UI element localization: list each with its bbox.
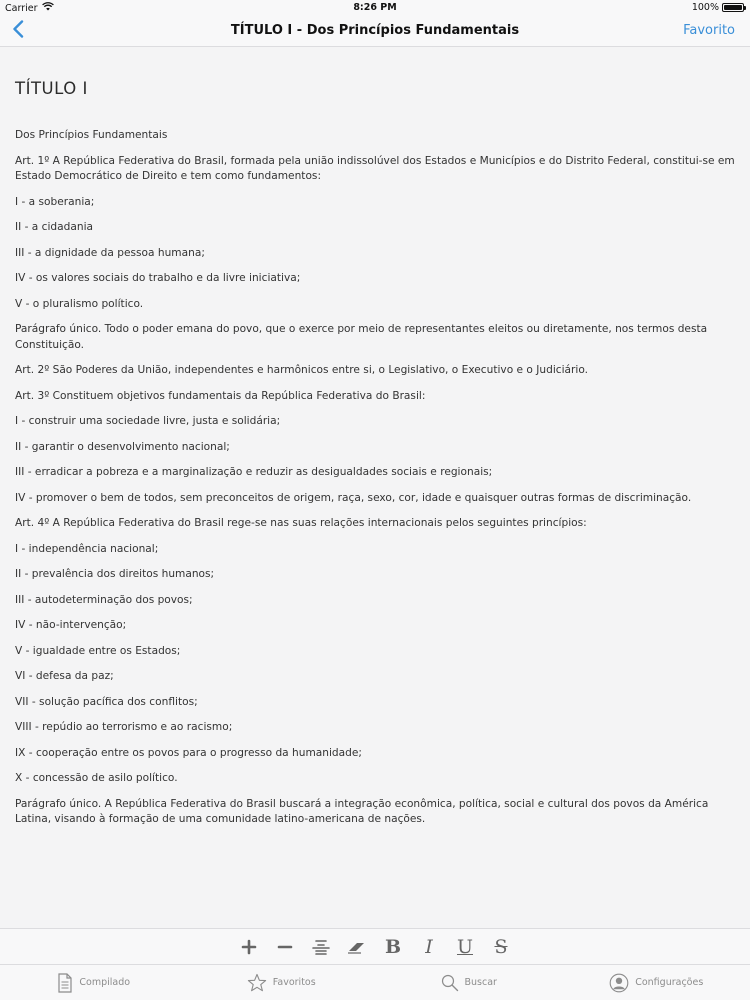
carrier-label: Carrier [5,2,38,14]
article-paragraph: I - independência nacional; [15,542,159,555]
navigation-bar [0,16,750,47]
article-paragraph: III - a dignidade da pessoa humana; [15,246,205,259]
article-paragraph: III - erradicar a pobreza e a marginalização e reduzir as desigualdades sociais e regionais; [15,466,493,478]
favorite-button[interactable]: Favorito [683,23,735,38]
article-paragraph: V - igualdade entre os Estados; [15,644,181,657]
article-content [0,47,750,927]
article-paragraph: Art. 1º A República Federativa do Brasil, formada pela união indissolúvel dos Estados e Municípios e do Distrito Federal, constitui-se em Estado Democrático de Direito e tem como fundamentos: [15,154,735,182]
tab-label-compilado: Compilado [79,977,131,988]
star-icon [247,973,267,993]
article-paragraph: IV - promover o bem de todos, sem preconceitos de origem, raça, sexo, cor, idade e quaisquer outras formas de discriminação. [15,491,692,504]
tab-label-buscar: Buscar [464,977,497,988]
increase-font-button[interactable] [238,936,260,958]
decrease-font-icon [277,939,293,955]
italic-icon: I [425,935,433,958]
article-paragraph: V - o pluralismo político. [15,297,144,310]
tab-favoritos[interactable] [188,965,376,1000]
underline-icon: U [456,935,473,958]
article-paragraph: III - autodeterminação dos povos; [15,593,193,606]
battery-icon [722,3,744,12]
italic-button[interactable] [418,936,440,958]
article-paragraph: IV - não-intervenção; [15,619,127,631]
status-bar [0,0,750,16]
article-paragraph: Parágrafo único. Todo o poder emana do povo, que o exerce por meio de representantes eleitos ou diretamente, nos termos desta Constituição. [15,323,708,351]
tab-label-configuracoes: Configurações [635,977,704,988]
document-icon [57,973,73,993]
increase-font-icon [241,939,257,955]
article-paragraph: Dos Princípios Fundamentais [15,129,168,141]
highlight-button[interactable] [310,936,332,958]
user-circle-icon [609,973,629,993]
tab-label-favoritos: Favoritos [272,977,316,988]
format-toolbar [0,928,750,964]
article-paragraph: IV - os valores sociais do trabalho e da livre iniciativa; [15,272,301,284]
battery-indicator [692,2,744,13]
underline-button[interactable] [454,936,476,958]
decrease-font-button[interactable] [274,936,296,958]
article-paragraph: II - a cidadania [15,221,94,233]
article-paragraph: X - concessão de asilo político. [15,772,178,784]
tab-bar [0,964,750,1000]
eraser-button[interactable] [346,936,368,958]
article-paragraph: II - prevalência dos direitos humanos; [15,568,215,580]
status-time: 8:26 PM [353,2,397,13]
article-paragraphs [15,128,735,828]
eraser-icon [347,940,367,954]
battery-percent: 100% [691,2,719,13]
search-icon [441,974,459,992]
strikethrough-button[interactable] [490,936,512,958]
article-heading: TÍTULO I [15,79,88,98]
article-paragraph: VII - solução pacífica dos conflitos; [15,695,198,708]
article-paragraph: Parágrafo único. A República Federativa do Brasil buscará a integração econômica, política, social e cultural dos povos da América Latina, visando à formação de uma comunidade latino-americana de nações. [15,797,709,825]
article-paragraph: I - construir uma sociedade livre, justa e solidária; [15,415,281,427]
article-paragraph: Art. 4º A República Federativa do Brasil rege-se nas suas relações internacionais pelos seguintes princípios: [15,517,587,529]
article-paragraph: IX - cooperação entre os povos para o progresso da humanidade; [15,746,362,759]
highlight-icon [312,939,330,955]
bold-icon: B [384,935,402,958]
article-paragraph: VIII - repúdio ao terrorismo e ao racismo; [15,721,233,733]
article-paragraph: Art. 2º São Poderes da União, independentes e harmônicos entre si, o Legislativo, o Executivo e o Judiciário. [15,364,588,376]
strikethrough-icon: S [494,935,508,958]
article-paragraph: VI - defesa da paz; [15,670,114,682]
tab-configuracoes[interactable] [563,965,750,1000]
article-paragraph: I - a soberania; [15,195,95,208]
article-paragraph: II - garantir o desenvolvimento nacional; [15,440,230,453]
page-title: TÍTULO I - Dos Princípios Fundamentais [230,23,520,38]
tab-compilado[interactable] [0,965,188,1000]
article-paragraph: Art. 3º Constituem objetivos fundamentais da República Federativa do Brasil: [15,389,426,402]
tab-buscar[interactable] [375,965,563,1000]
bold-button[interactable] [382,936,404,958]
